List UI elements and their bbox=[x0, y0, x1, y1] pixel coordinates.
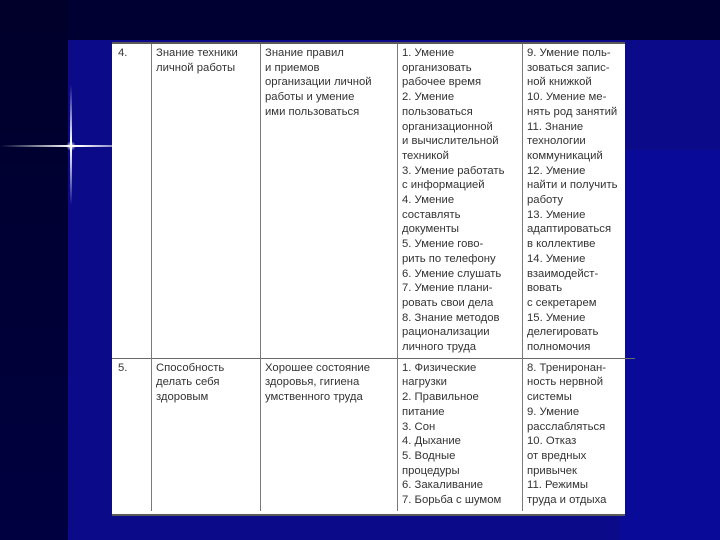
skills-cell-a bbox=[398, 44, 523, 358]
content-cell bbox=[261, 44, 398, 358]
cell-text-line: здоровья, гигиена bbox=[265, 376, 360, 389]
cell-text-line: организационной bbox=[402, 120, 493, 133]
cell-text-line: личного труда bbox=[402, 341, 477, 354]
row-number: 5. bbox=[118, 361, 128, 374]
cell-text-line: 5. Умение гово- bbox=[402, 238, 484, 251]
table-body bbox=[112, 44, 635, 511]
cell-text-line: от вредных bbox=[527, 449, 587, 462]
skills-cell-a bbox=[398, 358, 523, 511]
cell-text-line: технологии bbox=[527, 135, 586, 148]
sparkle-icon bbox=[66, 141, 76, 151]
cell-text-line: процедуры bbox=[402, 464, 460, 477]
skills-cell-b bbox=[523, 358, 636, 511]
cell-text-line: труда и отдыха bbox=[527, 494, 607, 507]
cell-text-line: с информацией bbox=[402, 179, 485, 192]
cell-text-line: работу bbox=[527, 194, 564, 207]
competence-cell bbox=[152, 44, 261, 358]
cell-text-line: полномочия bbox=[527, 341, 591, 354]
row-number-cell bbox=[112, 44, 152, 358]
content-cell bbox=[261, 358, 398, 511]
cell-text-line: 4. Дыхание bbox=[402, 435, 461, 448]
cell-text-line: ими пользоваться bbox=[265, 105, 360, 118]
cell-text-line: организовать bbox=[402, 61, 472, 74]
cell-text-line: 8. Знание методов bbox=[402, 311, 500, 324]
cell-text-line: адаптироваться bbox=[527, 223, 612, 236]
cell-text-line: 6. Закаливание bbox=[402, 479, 484, 492]
cell-text-line: 7. Борьба с шумом bbox=[402, 494, 502, 507]
cell-text-line: личной работы bbox=[156, 61, 236, 74]
cell-text-line: 8. Трениронан- bbox=[527, 361, 607, 374]
cell-text-line: документы bbox=[402, 223, 460, 236]
cell-text-line: ровать свои дела bbox=[402, 296, 494, 309]
cell-text-line: делать себя bbox=[156, 376, 220, 389]
cell-text-line: здоровым bbox=[156, 391, 209, 404]
cell-text-line: 1. Физические bbox=[402, 361, 477, 374]
background-left-strip bbox=[0, 0, 68, 540]
cell-text-line: 13. Умение bbox=[527, 208, 586, 221]
background-panel-right bbox=[620, 150, 720, 540]
cell-text-line: и вычислительной bbox=[402, 135, 499, 148]
cell-text-line: 10. Отказ bbox=[527, 435, 577, 448]
cell-text-line: организации личной bbox=[265, 76, 372, 89]
skills-cell-b bbox=[523, 44, 636, 358]
cell-text-line: ной книжкой bbox=[527, 76, 592, 89]
table-row-5 bbox=[112, 358, 635, 511]
cell-text-line: 12. Умение bbox=[527, 164, 586, 177]
cell-text-line: 7. Умение плани- bbox=[402, 282, 493, 295]
cell-text-line: 1. Умение bbox=[402, 47, 455, 59]
cell-text-line: 10. Умение ме- bbox=[527, 91, 607, 104]
cell-text-line: питание bbox=[402, 405, 445, 418]
cell-text-line: рационализации bbox=[402, 326, 490, 339]
cell-text-line: Хорошее состояние bbox=[265, 361, 371, 374]
cell-text-line: зоваться запис- bbox=[527, 61, 610, 74]
cell-text-line: умственного труда bbox=[265, 391, 363, 404]
cell-text-line: 3. Сон bbox=[402, 420, 436, 433]
competence-table bbox=[112, 44, 635, 511]
cell-text-line: 14. Умение bbox=[527, 252, 586, 265]
cell-text-line: техникой bbox=[402, 149, 449, 162]
cell-text-line: расслабляться bbox=[527, 420, 606, 433]
cell-text-line: 2. Умение bbox=[402, 91, 455, 104]
cell-text-line: пользоваться bbox=[402, 105, 473, 118]
cell-text-line: 11. Знание bbox=[527, 120, 584, 133]
cell-text-line: 2. Правильное bbox=[402, 391, 479, 404]
cell-text-line: Знание правил bbox=[265, 47, 344, 59]
cell-text-line: нять род занятий bbox=[527, 105, 618, 118]
cell-text-line: Знание техники bbox=[156, 47, 238, 59]
cell-text-line: и приемов bbox=[265, 61, 320, 74]
cell-text-line: делегировать bbox=[527, 326, 599, 339]
cell-text-line: Способность bbox=[156, 361, 225, 374]
cell-text-line: рабочее время bbox=[402, 76, 482, 89]
cell-text-line: 3. Умение работать bbox=[402, 164, 505, 177]
cell-text-line: найти и получить bbox=[527, 179, 618, 192]
competence-cell bbox=[152, 358, 261, 511]
cell-text-line: взаимодейст- bbox=[527, 267, 599, 280]
cell-text-line: 9. Умение bbox=[527, 405, 580, 418]
cell-text-line: привычек bbox=[527, 464, 577, 477]
cell-text-line: ность нервной bbox=[527, 376, 604, 389]
cell-text-line: коммуникаций bbox=[527, 149, 603, 162]
cell-text-line: нагрузки bbox=[402, 376, 447, 389]
cell-text-line: работы и умение bbox=[265, 91, 355, 104]
row-number-cell bbox=[112, 358, 152, 511]
cell-text-line: составлять bbox=[402, 208, 461, 221]
cell-text-line: вовать bbox=[527, 282, 563, 295]
cell-text-line: в коллективе bbox=[527, 238, 596, 251]
cell-text-line: 4. Умение bbox=[402, 194, 455, 207]
cell-text-line: 9. Умение поль- bbox=[527, 47, 611, 59]
slide-document bbox=[112, 42, 625, 516]
cell-text-line: 6. Умение слушать bbox=[402, 267, 502, 280]
table-row-4 bbox=[112, 44, 635, 358]
cell-text-line: 5. Водные bbox=[402, 449, 456, 462]
cell-text-line: 11. Режимы bbox=[527, 479, 588, 492]
cell-text-line: рить по телефону bbox=[402, 252, 496, 265]
cell-text-line: 15. Умение bbox=[527, 311, 586, 324]
row-number: 4. bbox=[118, 47, 128, 59]
cell-text-line: системы bbox=[527, 391, 572, 404]
cell-text-line: с секретарем bbox=[527, 296, 597, 309]
